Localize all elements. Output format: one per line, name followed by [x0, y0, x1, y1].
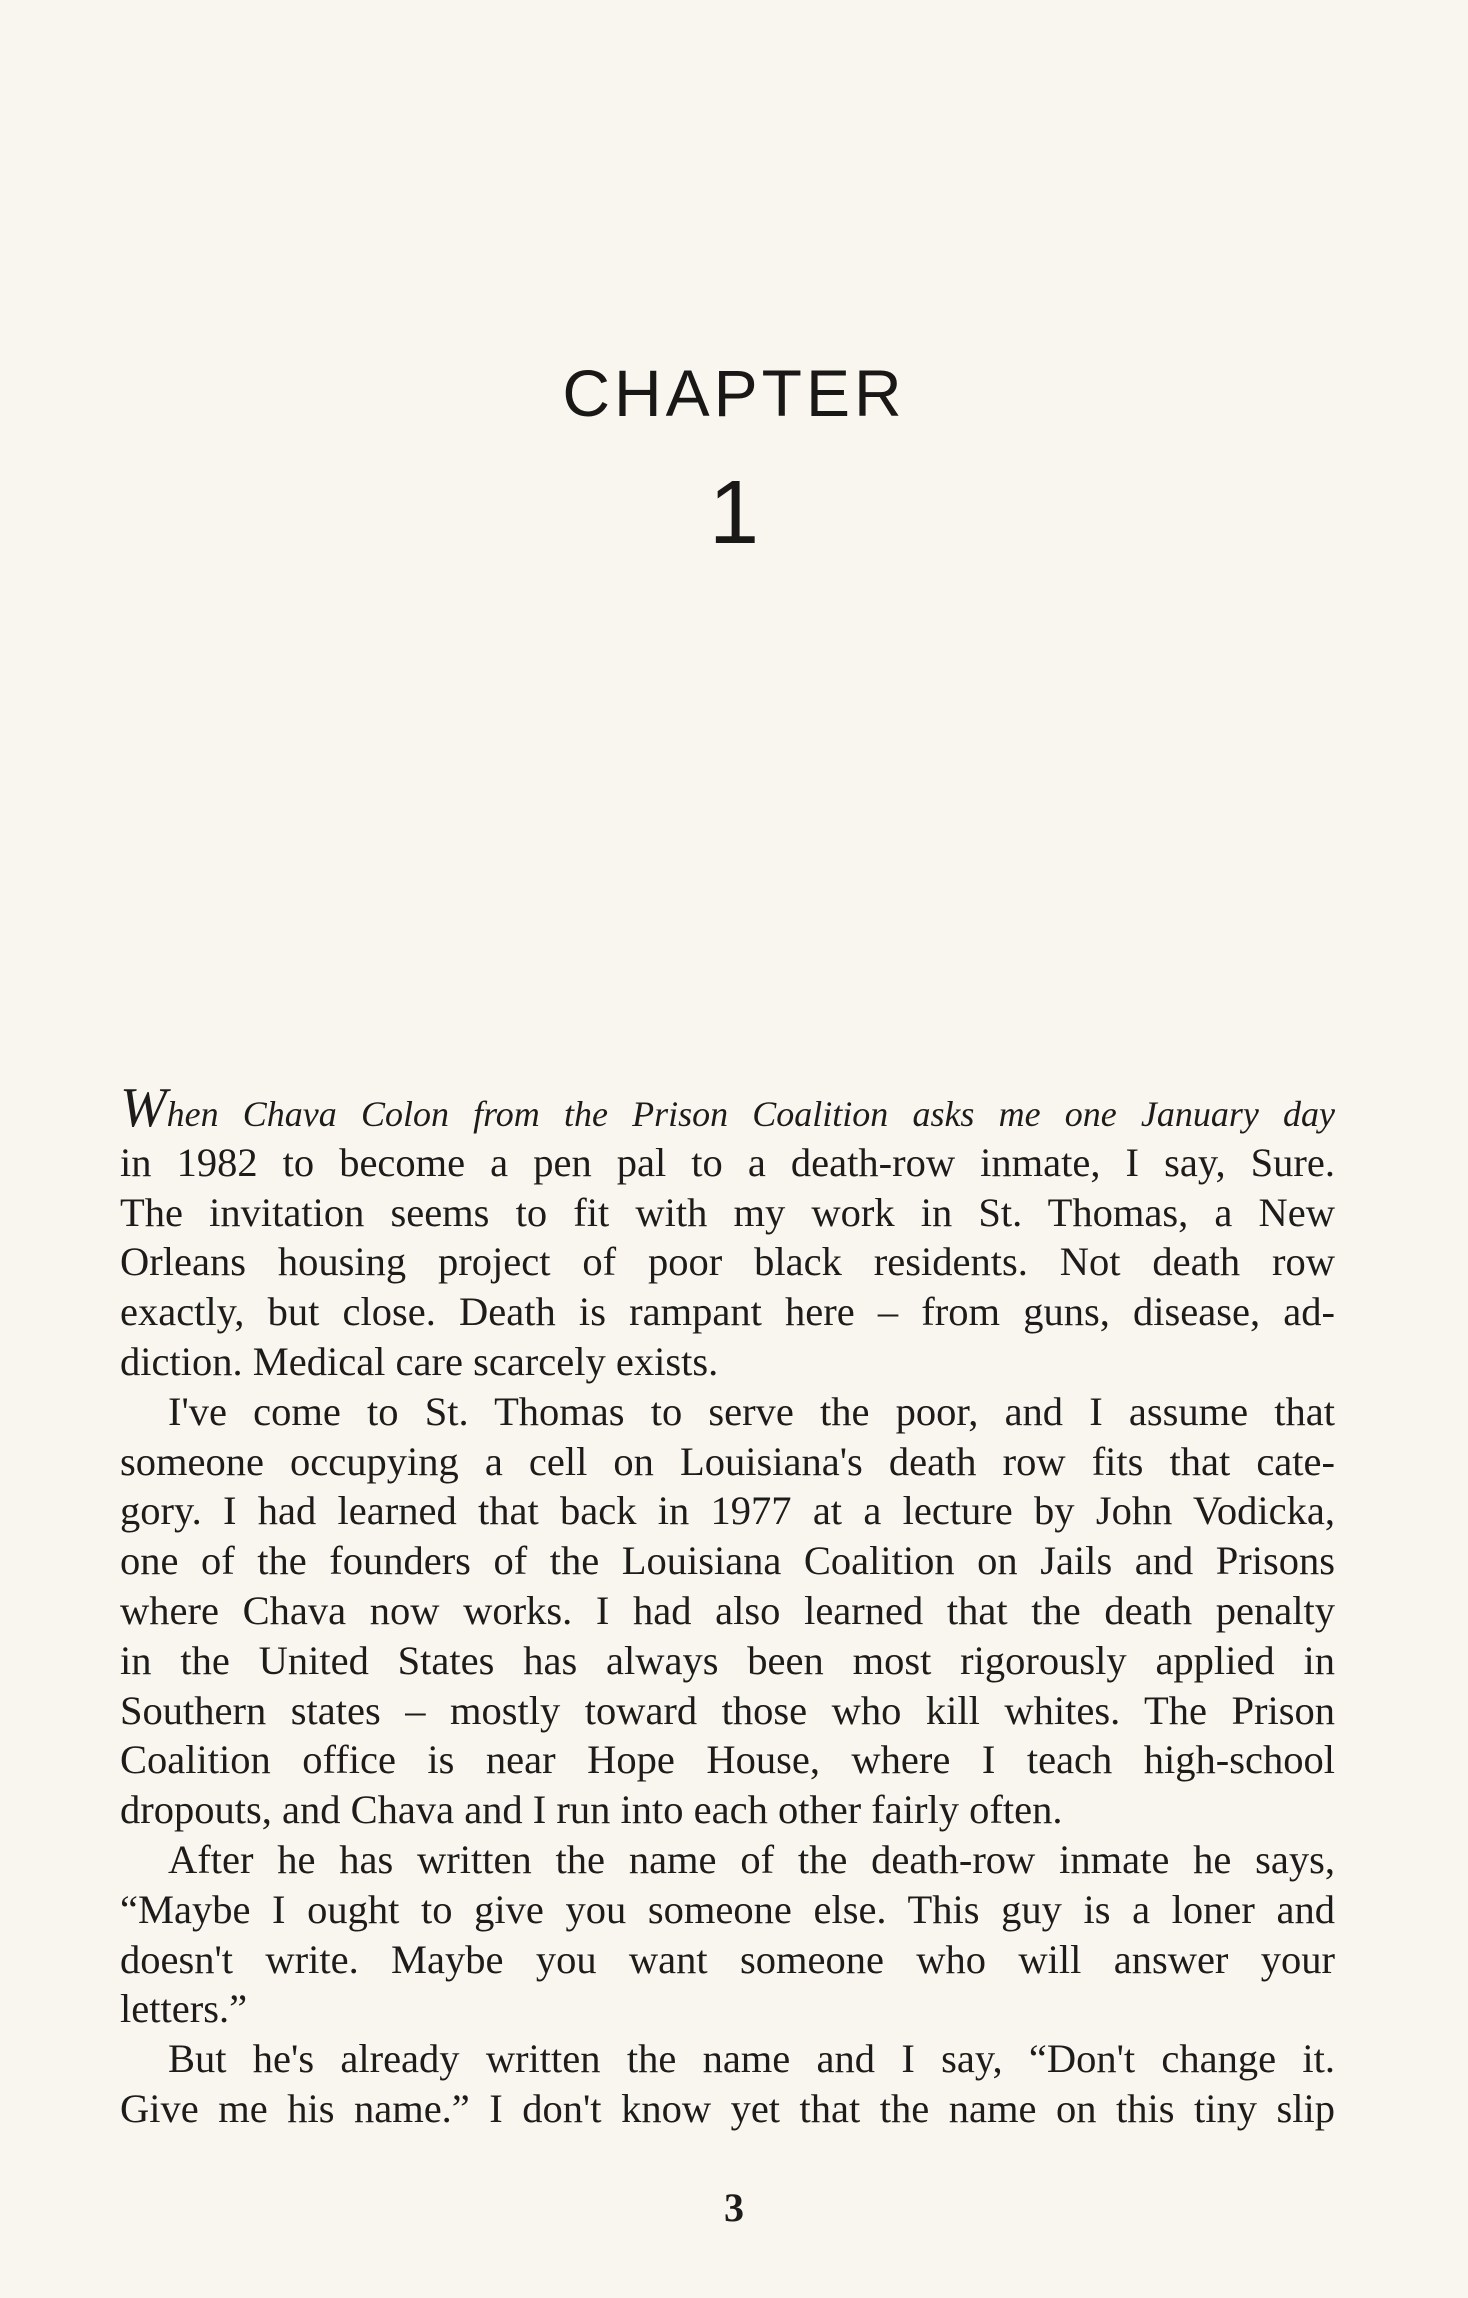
text-line: in 1982 to become a pen pal to a death-row inmate, I say, Sure.: [120, 1139, 1335, 1185]
text-line: “Maybe I ought to give you someone else. This guy is a loner and: [120, 1886, 1335, 1932]
text-line: But he's already written the name and I say, “Don't change it.: [168, 2036, 1335, 2082]
opening-line: [120, 1077, 1335, 1139]
text-line: The invitation seems to fit with my work in St. Thomas, a New: [120, 1189, 1335, 1235]
opening-italic-text: hen Chava Colon from the Prison Coalition asks me one January day: [166, 1094, 1335, 1134]
body-text: [120, 1077, 1335, 2134]
text-line: Southern states – mostly toward those who kill whites. The Prison: [120, 1687, 1335, 1733]
text-line: doesn't write. Maybe you want someone who will answer your: [120, 1936, 1335, 1982]
text-line: Orleans housing project of poor black residents. Not death row: [120, 1239, 1335, 1285]
drop-cap: W: [120, 1077, 167, 1139]
text-line: gory. I had learned that back in 1977 at a lecture by John Vodicka,: [120, 1488, 1335, 1534]
page-number: 3: [724, 2185, 744, 2230]
text-line: I've come to St. Thomas to serve the poor, and I assume that: [168, 1388, 1335, 1434]
text-line: dropouts, and Chava and I run into each other fairly often.: [120, 1787, 1063, 1833]
text-line: Give me his name.” I don't know yet that the name on this tiny slip: [120, 2085, 1335, 2131]
chapter-label: CHAPTER: [562, 356, 906, 430]
text-line: Coalition office is near Hope House, where I teach high-school: [120, 1737, 1335, 1783]
text-line: exactly, but close. Death is rampant here – from guns, disease, ad-: [120, 1289, 1335, 1335]
text-line: one of the founders of the Louisiana Coalition on Jails and Prisons: [120, 1538, 1335, 1584]
text-line: in the United States has always been most rigorously applied in: [120, 1637, 1335, 1683]
text-line: where Chava now works. I had also learned that the death penalty: [120, 1587, 1335, 1633]
text-line: After he has written the name of the death-row inmate he says,: [168, 1836, 1335, 1882]
text-line: diction. Medical care scarcely exists.: [120, 1338, 719, 1384]
text-line: someone occupying a cell on Louisiana's death row fits that cate-: [120, 1438, 1335, 1484]
chapter-number: 1: [708, 463, 760, 563]
text-line: letters.”: [120, 1986, 248, 2032]
